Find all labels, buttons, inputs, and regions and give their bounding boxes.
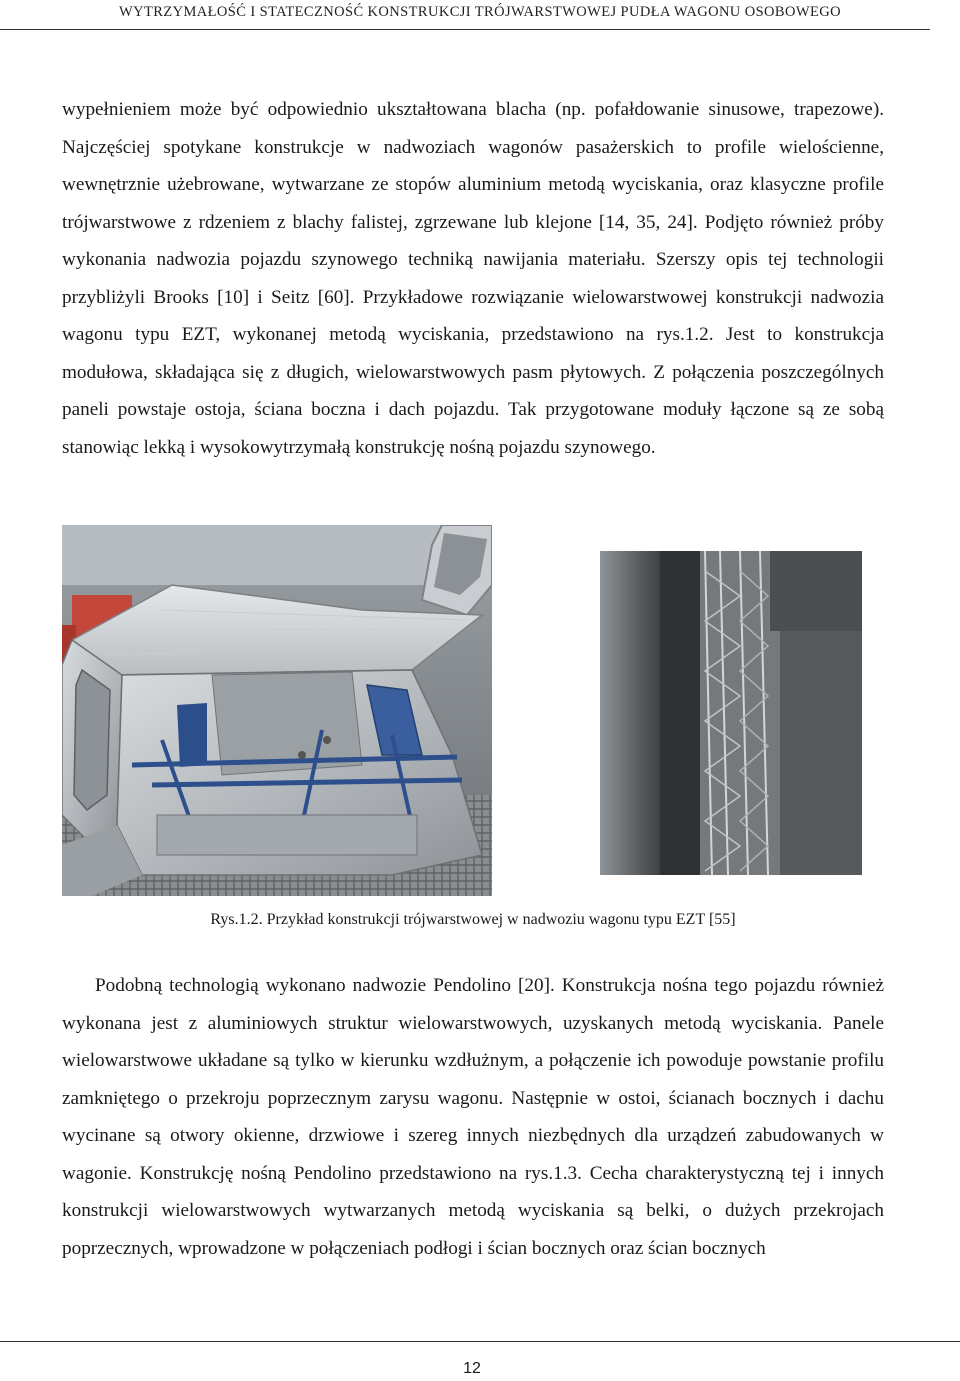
running-header: WYTRZYMAŁOŚĆ I STATECZNOŚĆ KONSTRUKCJI TRÓJWARSTWOWEJ PUDŁA WAGONU OSOBOWEGO — [119, 4, 841, 20]
car-body-photo — [62, 525, 492, 896]
body-paragraph-2: Podobną technologią wykonano nadwozie Pendolino [20]. Konstrukcja nośna tego pojazdu również wykonana jest z aluminiowych struktur wielowarstwowych, uzyskanych metodą wyciskania. Panele wielowarstwowe układane są tylko w kierunku wzdłużnym, a połączenie ich powoduje powstanie profilu zamkniętego o przekroju poprzecznym zarysu wagonu. Następnie w ostoi, ścianach bocznych i dachu wycinane są otwory okienne, drzwiowe i szereg innych niezbędnych dla urządzeń zabudowanych w wagonie. Konstrukcję nośną Pendolino przedstawiono na rys.1.3. Cecha charakterystyczną tej i innych konstrukcji wielowarstwowych wytwarzanych metodą wyciskania są belki, o dużych przekrojach poprzecznych, wprowadzone w połączeniach podłogi i ścian bocznych oraz ścian bocznych — [62, 975, 884, 1259]
page-number: 12 — [463, 1360, 481, 1377]
footer-divider — [0, 1341, 960, 1342]
sandwich-panel-closeup-photo — [600, 551, 862, 875]
header-divider — [0, 29, 930, 30]
body-paragraph-1: wypełnieniem może być odpowiednio ukształtowana blacha (np. pofałdowanie sinusowe, trapezowe). Najczęściej spotykane konstrukcje w nadwoziach wagonów pasażerskich to profile wielościenne, wewnętrznie użebrowane, wytwarzane ze stopów aluminium metodą wyciskania, oraz klasyczne profile trójwarstwowe z rdzeniem z blachy falistej, zgrzewane lub klejone [14, 35, 24]. Podjęto również próby wykonania nadwozia pojazdu szynowego techniką nawijania materiału. Szerszy opis tej technologii przybliżyli Brooks [10] i Seitz [60]. Przykładowe rozwiązanie wielowarstwowej konstrukcji nadwozia wagonu typu EZT, wykonanej metodą wyciskania, przedstawiono na rys.1.2. Jest to konstrukcja modułowa, składająca się z długich, wielowarstwowych pasm płytowych. Z połączenia poszczególnych paneli powstaje ostoja, ściana boczna i dach pojazdu. Tak przygotowane moduły łączone są ze sobą stanowiąc lekką i wysokowytrzymałą konstrukcję nośną pojazdu szynowego. — [62, 99, 884, 458]
figure-caption: Rys.1.2. Przykład konstrukcji trójwarstwowej w nadwoziu wagonu typu EZT [55] — [210, 911, 736, 928]
